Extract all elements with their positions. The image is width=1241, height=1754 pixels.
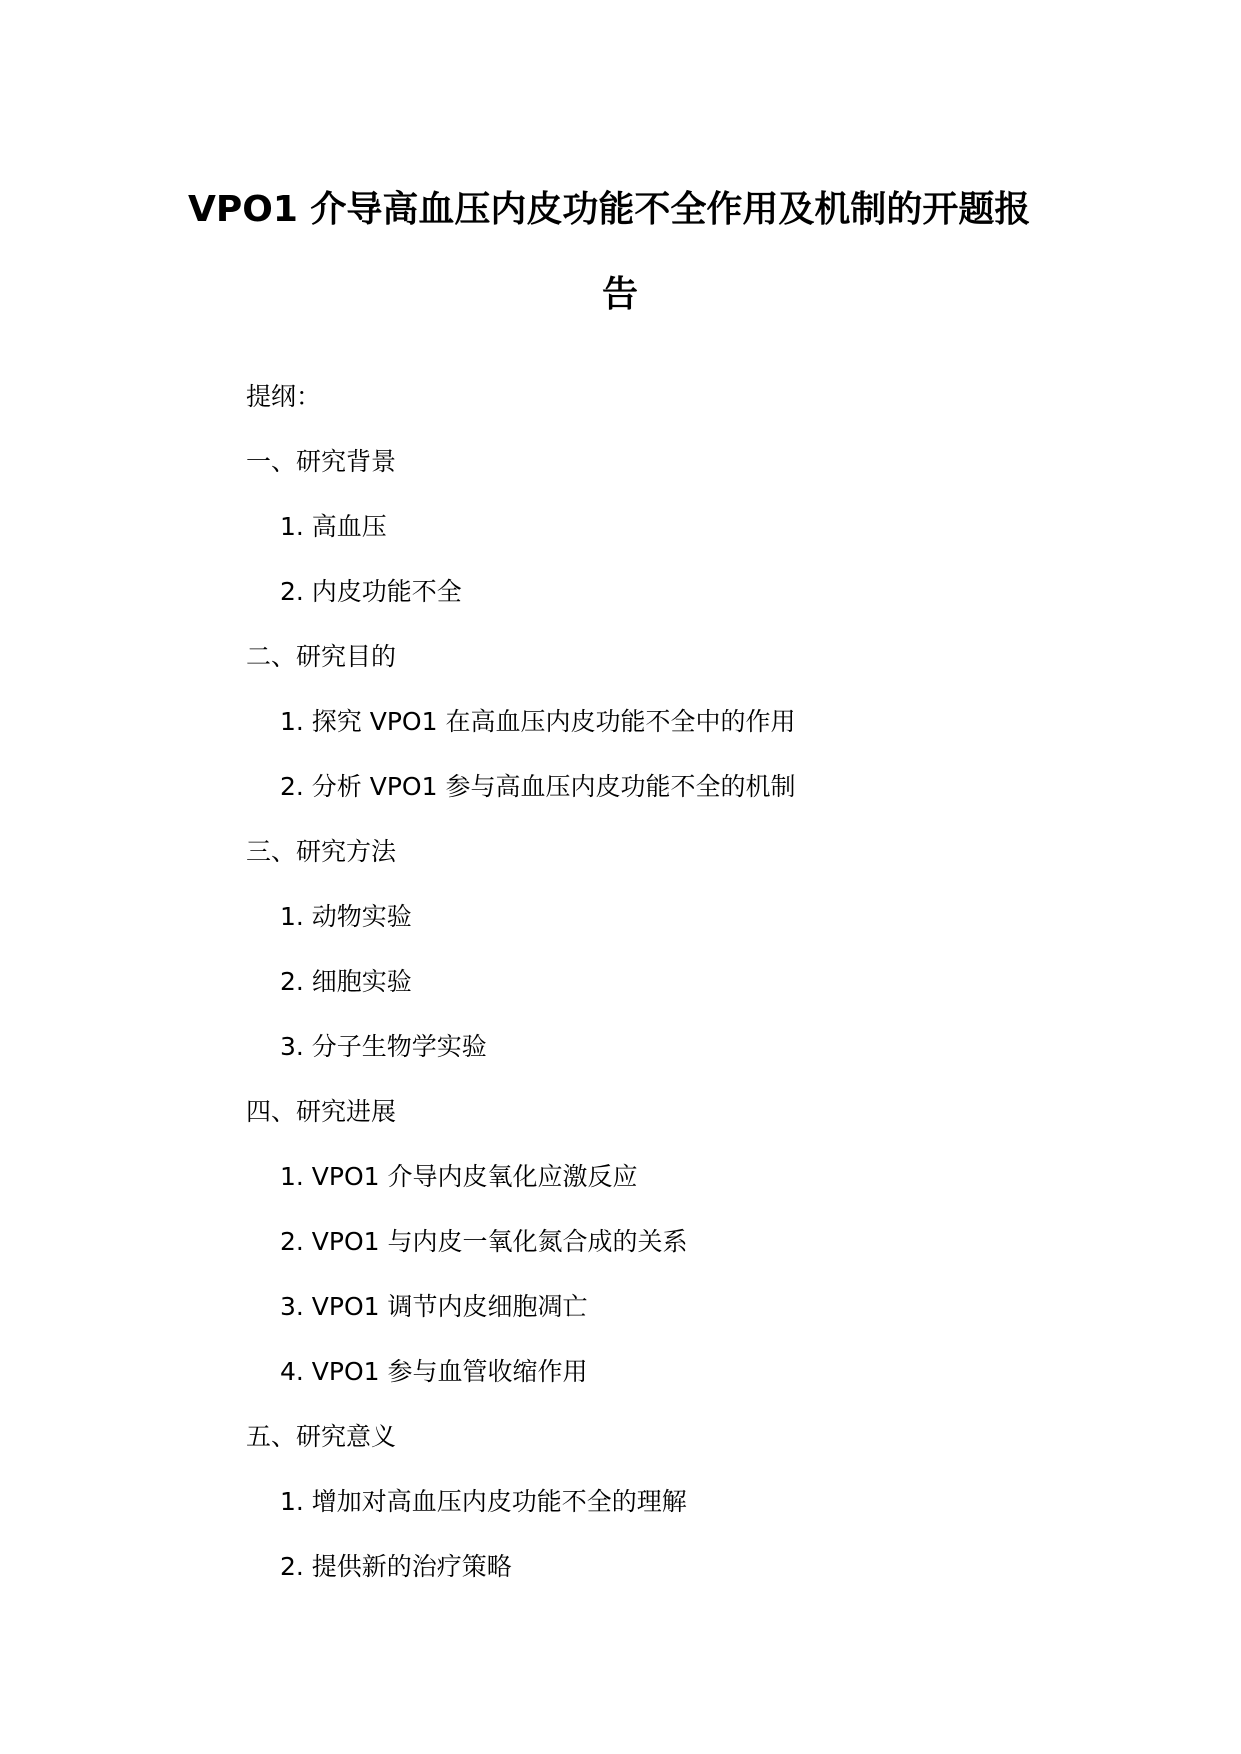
section-heading: 一、研究背景 [246,447,397,476]
section-heading: 二、研究目的 [246,642,397,671]
list-item: 1. 高血压 [280,512,387,541]
list-item: 1. 探究 VPO1 在高血压内皮功能不全中的作用 [280,707,796,736]
list-item: 1. 动物实验 [280,902,412,931]
list-item: 1. VPO1 介导内皮氧化应激反应 [280,1162,638,1191]
list-item: 3. 分子生物学实验 [280,1032,487,1061]
section-heading: 三、研究方法 [246,837,397,866]
list-item: 2. 细胞实验 [280,967,412,996]
list-item: 2. 提供新的治疗策略 [280,1552,512,1581]
title-line-1: VPO1 介导高血压内皮功能不全作用及机制的开题报 [188,189,1031,230]
list-item: 4. VPO1 参与血管收缩作用 [280,1357,588,1386]
list-item: 2. 内皮功能不全 [280,577,462,606]
list-item: 3. VPO1 调节内皮细胞凋亡 [280,1292,588,1321]
title-line-2: 告 [601,274,638,315]
outline-label: 提纲： [246,382,322,411]
list-item: 2. VPO1 与内皮一氧化氮合成的关系 [280,1227,688,1256]
list-item: 1. 增加对高血压内皮功能不全的理解 [280,1487,687,1516]
section-heading: 四、研究进展 [246,1097,397,1126]
section-heading: 五、研究意义 [246,1422,397,1451]
list-item: 2. 分析 VPO1 参与高血压内皮功能不全的机制 [280,772,796,801]
